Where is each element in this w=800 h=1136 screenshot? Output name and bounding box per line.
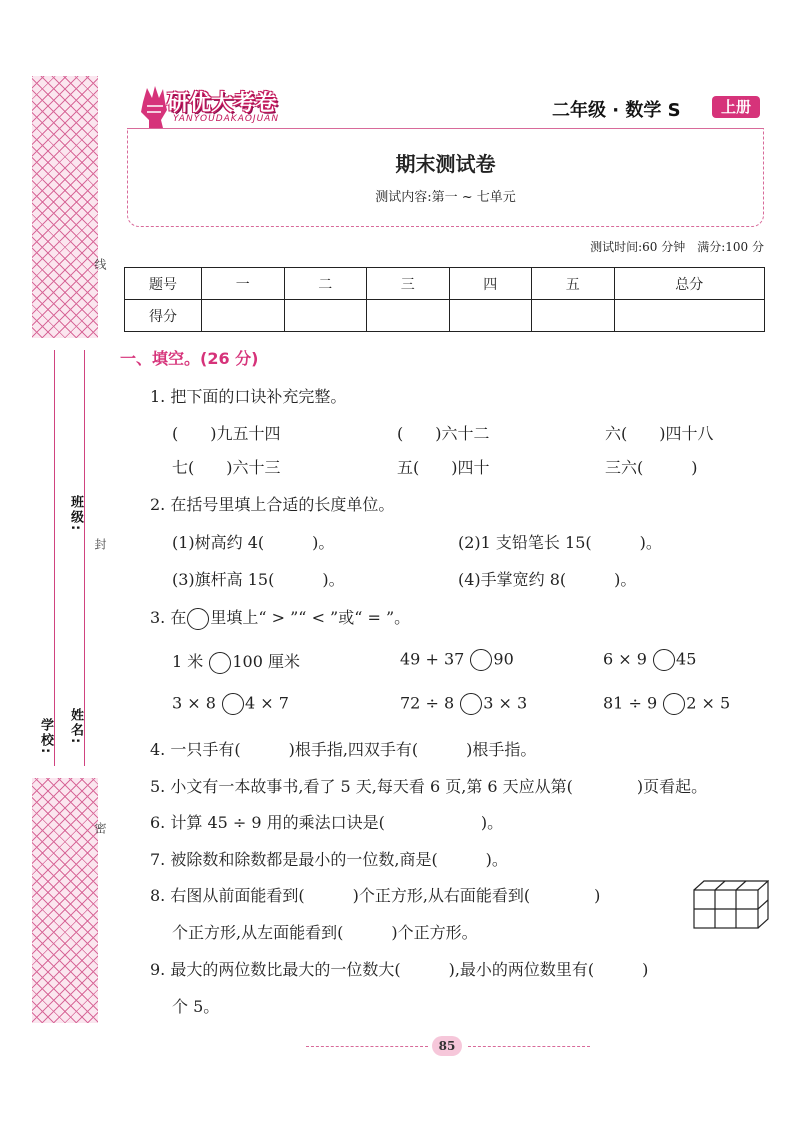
compare-left: 6 × 9 xyxy=(603,649,647,669)
title-box xyxy=(127,128,764,227)
page-number: 85 xyxy=(432,1036,462,1056)
q3-compare-4 xyxy=(172,693,289,715)
page-divider-right xyxy=(468,1046,590,1047)
score-table xyxy=(124,267,765,332)
q5-text[interactable]: 5. 小文有一本故事书,看了 5 天,每天看 6 页,第 6 天应从第( )页看起。 xyxy=(150,777,708,796)
q1-stem: 1. 把下面的口诀补充完整。 xyxy=(150,387,347,406)
q1-item-f[interactable]: 三六( ) xyxy=(605,458,698,477)
q3-stem xyxy=(150,605,410,630)
score-cell[interactable] xyxy=(367,300,450,332)
score-cell[interactable] xyxy=(614,300,765,332)
q1-item-d[interactable]: 七( )六十三 xyxy=(172,458,281,477)
compare-right: 90 xyxy=(493,649,514,669)
q1-item-a[interactable]: ( )九五十四 xyxy=(172,424,281,443)
score-header-cell: 二 xyxy=(284,268,367,300)
score-table-score-row xyxy=(125,300,765,332)
name-label: 姓名: xyxy=(68,708,83,746)
score-cell[interactable] xyxy=(284,300,367,332)
q1-item-b[interactable]: ( )六十二 xyxy=(397,424,490,443)
score-header-cell: 五 xyxy=(532,268,615,300)
binding-lattice-bottom xyxy=(32,778,98,1023)
class-label: 班级: xyxy=(68,495,83,533)
q2-stem: 2. 在括号里填上合适的长度单位。 xyxy=(150,495,395,514)
q1-item-c[interactable]: 六( )四十八 xyxy=(605,424,714,443)
compare-circle[interactable] xyxy=(470,649,492,671)
fist-icon xyxy=(137,84,171,128)
score-row-label: 得分 xyxy=(125,300,202,332)
score-cell[interactable] xyxy=(202,300,285,332)
q3-compare-6 xyxy=(603,693,730,715)
q9-line1[interactable]: 9. 最大的两位数比最大的一位数大( ),最小的两位数里有( ) xyxy=(150,960,649,979)
page-divider-left xyxy=(306,1046,428,1047)
q9-line2: 个 5。 xyxy=(172,997,220,1016)
q3-compare-1 xyxy=(172,649,300,674)
q3-compare-5 xyxy=(400,693,527,715)
compare-circle[interactable] xyxy=(222,693,244,715)
compare-left: 72 ÷ 8 xyxy=(400,693,455,713)
section-heading: 一、填空。(26 分) xyxy=(120,349,259,368)
q1-item-e[interactable]: 五( )四十 xyxy=(397,458,490,477)
score-table-header-row xyxy=(125,268,765,300)
score-header-cell: 一 xyxy=(202,268,285,300)
exam-title: 期末测试卷 xyxy=(395,152,496,176)
q6-text[interactable]: 6. 计算 45 ÷ 9 用的乘法口诀是( )。 xyxy=(150,813,504,832)
compare-right: 2 × 5 xyxy=(686,693,731,713)
score-cell[interactable] xyxy=(532,300,615,332)
q2-item-2[interactable]: (2)1 支铅笔长 15( )。 xyxy=(458,533,662,552)
brand-pinyin: YANYOUDAKAOJUAN xyxy=(173,114,280,124)
compare-left: 1 米 xyxy=(172,652,204,671)
school-label: 学校: xyxy=(38,718,53,756)
score-cell[interactable] xyxy=(449,300,532,332)
q8-line1[interactable]: 8. 右图从前面能看到( )个正方形,从右面能看到( ) xyxy=(150,886,601,905)
compare-right: 3 × 3 xyxy=(483,693,528,713)
binding-line-1 xyxy=(54,350,55,766)
q8-line2[interactable]: 个正方形,从左面能看到( )个正方形。 xyxy=(172,923,478,942)
cube-stack-figure xyxy=(693,880,769,930)
score-header-cell: 四 xyxy=(449,268,532,300)
compare-circle-icon xyxy=(187,608,209,630)
binding-line-2 xyxy=(84,350,85,766)
score-header-cell: 总分 xyxy=(614,268,765,300)
compare-left: 81 ÷ 9 xyxy=(603,693,658,713)
q3-stem-post: 里填上“ > ”“ < ”或“ = ”。 xyxy=(210,608,411,627)
compare-right: 4 × 7 xyxy=(245,693,289,713)
q2-item-4[interactable]: (4)手掌宽约 8( )。 xyxy=(458,570,637,589)
score-header-cell: 题号 xyxy=(125,268,202,300)
compare-right: 45 xyxy=(676,649,697,669)
compare-left: 3 × 8 xyxy=(172,693,216,713)
compare-left: 49 + 37 xyxy=(400,649,465,669)
q2-item-1[interactable]: (1)树高约 4( )。 xyxy=(172,533,335,552)
binding-lattice-top xyxy=(32,76,98,338)
compare-circle[interactable] xyxy=(653,649,675,671)
q3-compare-3 xyxy=(603,649,696,671)
compare-circle[interactable] xyxy=(663,693,685,715)
q3-stem-pre: 3. 在 xyxy=(150,608,187,627)
compare-circle[interactable] xyxy=(209,652,231,674)
brand-name: 研优大考卷 xyxy=(167,91,278,116)
q3-compare-2 xyxy=(400,649,514,671)
binding-mark-mi: 密 xyxy=(93,822,107,834)
time-info: 测试时间:60 分钟 满分:100 分 xyxy=(590,240,764,254)
q7-text[interactable]: 7. 被除数和除数都是最小的一位数,商是( )。 xyxy=(150,850,508,869)
volume-badge: 上册 xyxy=(712,96,760,118)
binding-mark-feng: 封 xyxy=(93,538,107,550)
grade-subject: 二年级 · 数学 S xyxy=(552,100,681,121)
compare-right: 100 厘米 xyxy=(232,652,301,671)
score-header-cell: 三 xyxy=(367,268,450,300)
q2-item-3[interactable]: (3)旗杆高 15( )。 xyxy=(172,570,345,589)
exam-scope: 测试内容:第一 ~ 七单元 xyxy=(375,190,516,205)
brand-logo xyxy=(137,84,305,130)
compare-circle[interactable] xyxy=(460,693,482,715)
q4-text[interactable]: 4. 一只手有( )根手指,四双手有( )根手指。 xyxy=(150,740,537,759)
binding-mark-xian: 线 xyxy=(93,258,107,270)
